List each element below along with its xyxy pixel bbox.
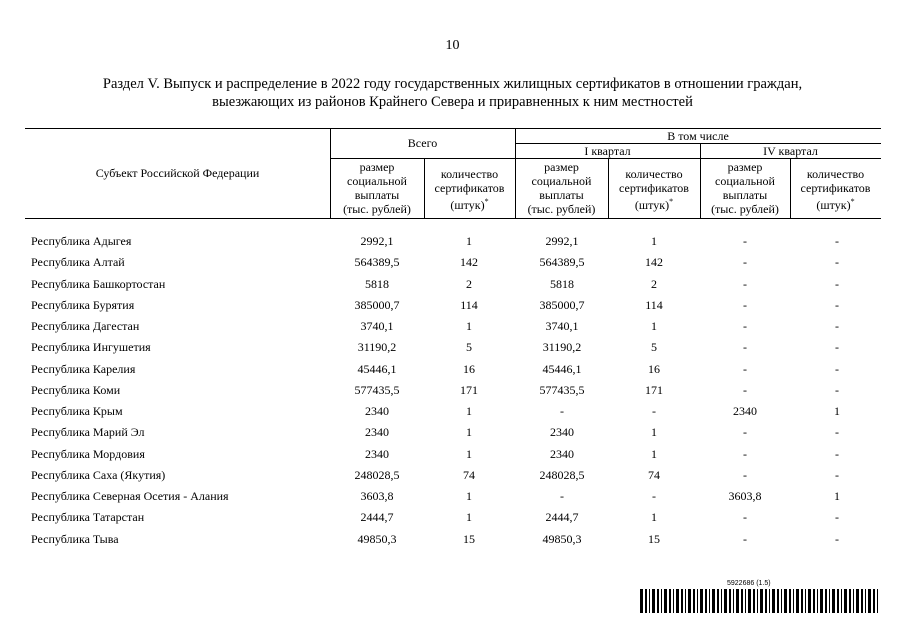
- subject-name: Республика Марий Эл: [31, 425, 145, 440]
- q1-column-header: I квартал: [584, 144, 631, 158]
- cell-q4-cnt: -: [835, 276, 839, 291]
- table-row: [0, 507, 905, 528]
- cell-total-cnt: 1: [466, 489, 472, 503]
- cell-q1-cnt: 1: [651, 510, 657, 525]
- table-row: [0, 444, 905, 465]
- cell-total-cnt: 2: [466, 276, 472, 291]
- table-row: [0, 529, 905, 550]
- cell-q4-cnt: -: [835, 446, 839, 461]
- subject-name: Республика Крым: [31, 404, 123, 418]
- cell-total-cnt: 114: [460, 297, 478, 312]
- cell-q1-cnt: 1: [651, 446, 657, 461]
- cell-total-cnt: 1: [466, 234, 472, 248]
- q4-payment-header: размер социальной выплаты (тыс. рублей): [711, 160, 779, 216]
- subheader-rule: [330, 158, 881, 159]
- cell-q1-cnt: 2: [651, 276, 657, 291]
- cell-q1-cnt: 74: [648, 467, 660, 482]
- subject-name: Республика Ингушетия: [31, 340, 151, 355]
- subject-name: Республика Бурятия: [31, 297, 135, 312]
- q4-column-header: IV квартал: [763, 144, 818, 158]
- cell-total-cnt: 1: [466, 404, 472, 418]
- cell-q4-cnt: -: [835, 361, 839, 376]
- cell-q4-sum: -: [743, 510, 747, 525]
- table-row: [0, 231, 905, 252]
- q1-count-header: количество сертификатов (штук)*: [619, 167, 689, 212]
- table-row: [0, 380, 905, 401]
- cell-q1-sum: 31190,2: [542, 340, 582, 355]
- cell-q4-cnt: -: [835, 382, 839, 397]
- table-row: [0, 316, 905, 337]
- cell-q4-sum: -: [743, 340, 747, 355]
- cell-q1-sum: 564389,5: [539, 255, 585, 270]
- subject-name: Республика Коми: [31, 382, 121, 397]
- cell-total-sum: 2340: [365, 446, 389, 461]
- total-column-header: Всего: [407, 136, 438, 150]
- cell-q1-cnt: 114: [645, 297, 663, 312]
- section-title-line-2: выезжающих из районов Крайнего Севера и приравненных к ним местностей: [212, 94, 693, 110]
- cell-q4-cnt: -: [835, 425, 839, 440]
- footnote-mark: *: [669, 197, 674, 206]
- cell-q1-cnt: 1: [651, 234, 657, 248]
- cell-q1-sum: 3740,1: [545, 319, 579, 333]
- table-row: [0, 337, 905, 358]
- cell-q4-sum: -: [743, 234, 747, 248]
- cell-q1-sum: 2444,7: [545, 510, 579, 525]
- subject-name: Республика Адыгея: [31, 234, 132, 248]
- cell-q1-sum: 577435,5: [539, 382, 585, 397]
- cell-q1-cnt: 142: [645, 255, 663, 270]
- subject-name: Республика Карелия: [31, 361, 136, 376]
- total-count-header: количество сертификатов (штук)*: [434, 167, 505, 212]
- cell-total-sum: 2992,1: [360, 234, 394, 248]
- cell-q4-cnt: -: [835, 234, 839, 248]
- subject-name: Республика Северная Осетия - Алания: [31, 489, 229, 503]
- cell-q4-sum: -: [743, 467, 747, 482]
- cell-total-sum: 45446,1: [357, 361, 397, 376]
- section-title: [40, 75, 865, 111]
- cell-total-sum: 31190,2: [357, 340, 397, 355]
- table-row: [0, 465, 905, 486]
- footnote-mark: *: [850, 197, 855, 206]
- cell-total-cnt: 171: [460, 382, 478, 397]
- cell-total-sum: 3740,1: [360, 319, 394, 333]
- cell-total-sum: 577435,5: [354, 382, 400, 397]
- cell-q4-sum: 3603,8: [728, 489, 762, 503]
- cell-q1-sum: 248028,5: [539, 467, 585, 482]
- subject-name: Республика Мордовия: [31, 446, 145, 461]
- cell-total-sum: 2444,7: [360, 510, 394, 525]
- cell-total-sum: 385000,7: [354, 297, 400, 312]
- subject-name: Республика Саха (Якутия): [31, 467, 166, 482]
- cell-q4-sum: -: [743, 255, 747, 270]
- cell-q4-cnt: -: [835, 255, 839, 270]
- barcode-image: [640, 589, 880, 613]
- cell-q1-sum: 45446,1: [542, 361, 582, 376]
- total-payment-header: размер социальной выплаты (тыс. рублей): [343, 160, 411, 216]
- cell-q1-sum: -: [560, 404, 564, 418]
- barcode-label: 5922686 (1.5): [727, 580, 771, 587]
- cell-q4-cnt: -: [835, 297, 839, 312]
- cell-total-cnt: 142: [460, 255, 478, 270]
- including-column-header: В том числе: [667, 129, 729, 143]
- cell-q1-cnt: -: [652, 404, 656, 418]
- cell-q1-cnt: 15: [648, 531, 660, 546]
- cell-total-sum: 3603,8: [360, 489, 394, 503]
- table-row: [0, 274, 905, 295]
- q4-count-header: количество сертификатов (штук)*: [800, 167, 871, 212]
- cell-total-sum: 5818: [365, 276, 389, 291]
- q1-payment-header: размер социальной выплаты (тыс. рублей): [527, 160, 596, 216]
- cell-q1-cnt: 16: [648, 361, 660, 376]
- cell-q4-sum: -: [743, 319, 747, 333]
- cell-q1-sum: -: [560, 489, 564, 503]
- cell-q1-sum: 49850,3: [542, 531, 582, 546]
- cell-q1-sum: 5818: [550, 276, 574, 291]
- cell-q4-cnt: 1: [834, 404, 840, 418]
- cell-q4-sum: -: [743, 425, 747, 440]
- page-number: 10: [445, 38, 460, 53]
- cell-q4-sum: -: [743, 297, 747, 312]
- cell-q4-sum: -: [743, 531, 747, 546]
- subject-name: Республика Дагестан: [31, 319, 140, 333]
- cell-q1-cnt: 1: [651, 425, 657, 440]
- cell-q4-sum: -: [743, 361, 747, 376]
- header-bottom-rule: [25, 218, 881, 219]
- cell-q1-cnt: 1: [651, 319, 657, 333]
- cell-q1-sum: 2992,1: [545, 234, 579, 248]
- subject-name: Республика Алтай: [31, 255, 125, 270]
- cell-total-cnt: 74: [463, 467, 475, 482]
- footnote-mark: *: [484, 197, 489, 206]
- cell-q1-sum: 2340: [550, 425, 574, 440]
- cell-total-cnt: 1: [466, 319, 472, 333]
- cell-q4-cnt: -: [835, 467, 839, 482]
- cell-q4-cnt: -: [835, 319, 839, 333]
- cell-q4-cnt: -: [835, 340, 839, 355]
- subject-name: Республика Татарстан: [31, 510, 145, 525]
- table-row: [0, 422, 905, 443]
- subject-column-header: Субъект Российской Федерации: [95, 166, 260, 180]
- cell-q1-cnt: 171: [645, 382, 663, 397]
- cell-q4-cnt: 1: [834, 489, 840, 503]
- cell-q4-sum: 2340: [733, 404, 757, 418]
- cell-total-sum: 248028,5: [354, 467, 400, 482]
- cell-q1-sum: 385000,7: [539, 297, 585, 312]
- table-row: [0, 295, 905, 316]
- cell-q1-sum: 2340: [550, 446, 574, 461]
- subject-name: Республика Башкортостан: [31, 276, 166, 291]
- cell-q4-sum: -: [743, 382, 747, 397]
- cell-total-sum: 49850,3: [357, 531, 397, 546]
- cell-total-sum: 2340: [365, 425, 389, 440]
- cell-total-cnt: 5: [466, 340, 472, 355]
- cell-total-sum: 2340: [365, 404, 389, 418]
- cell-total-cnt: 1: [466, 425, 472, 440]
- cell-q4-sum: -: [743, 276, 747, 291]
- table-row: [0, 359, 905, 380]
- cell-total-sum: 564389,5: [354, 255, 400, 270]
- cell-total-cnt: 15: [463, 531, 475, 546]
- cell-q1-cnt: -: [652, 489, 656, 503]
- cell-total-cnt: 1: [466, 446, 472, 461]
- subject-name: Республика Тыва: [31, 531, 119, 546]
- cell-total-cnt: 1: [466, 510, 472, 525]
- table-row: [0, 252, 905, 273]
- section-title-line-1: Раздел V. Выпуск и распределение в 2022 году государственных жилищных сертификатов в отношении граждан,: [102, 76, 803, 92]
- cell-q4-sum: -: [743, 446, 747, 461]
- table-row: [0, 401, 905, 422]
- table-row: [0, 486, 905, 507]
- cell-q4-cnt: -: [835, 531, 839, 546]
- cell-total-cnt: 16: [463, 361, 475, 376]
- cell-q4-cnt: -: [835, 510, 839, 525]
- cell-q1-cnt: 5: [651, 340, 657, 355]
